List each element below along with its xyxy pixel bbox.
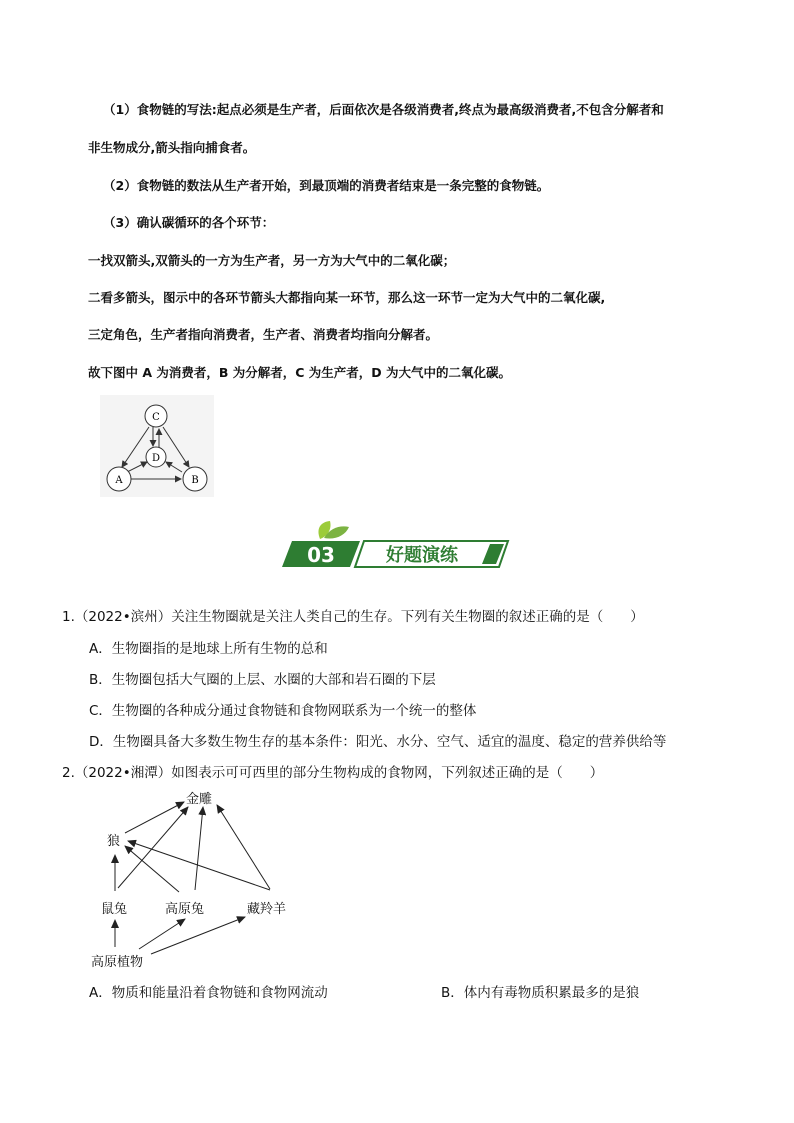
svg-text:A: A — [115, 475, 123, 486]
svg-text:D: D — [151, 453, 161, 464]
svg-text:B: B — [191, 475, 199, 486]
leaf-icon — [318, 521, 349, 539]
node-pika: 鼠兔 — [101, 902, 128, 917]
node-a — [107, 467, 131, 491]
tip-3: （3）确认碳循环的各个环节： — [103, 215, 275, 230]
q1-option-c: C．生物圈的各种成分通过食物链和食物网联系为一个统一的整体 — [89, 703, 477, 719]
node-hare: 高原兔 — [165, 902, 205, 917]
section-number: 03 — [307, 543, 335, 567]
conclusion: 故下图中 A 为消费者，B 为分解者，C 为生产者，D 为大气中的二氧化碳。 — [88, 365, 512, 380]
node-antelope: 藏羚羊 — [247, 902, 287, 917]
step-3: 三定角色，生产者指向消费者，生产者、消费者均指向分解者。 — [88, 327, 439, 342]
q1-option-a: A．生物圈指的是地球上所有生物的总和 — [89, 641, 328, 657]
node-eagle: 金雕 — [186, 792, 213, 807]
node-d — [146, 447, 166, 467]
node-c — [145, 405, 167, 427]
q1-stem: 1.（2022•滨州）关注生物圈就是关注人类自己的生存。下列有关生物圈的叙述正确的是（ ） — [62, 609, 644, 625]
q2-option-a: A．物质和能量沿着食物链和食物网流动 — [89, 985, 328, 1001]
section-banner — [280, 515, 510, 575]
tip-1: （1）食物链的写法:起点必须是生产者，后面依次是各级消费者,终点为最高级消费者,不包含分解者和 — [103, 102, 664, 117]
node-b — [183, 467, 207, 491]
q2-stem: 2.（2022•湘潭）如图表示可可西里的部分生物构成的食物网，下列叙述正确的是（ ） — [62, 765, 604, 781]
node-plant: 高原植物 — [91, 955, 144, 970]
svg-text:C: C — [152, 412, 160, 423]
step-2: 二看多箭头，图示中的各环节箭头大都指向某一环节，那么这一环节一定为大气中的二氧化碳, — [88, 290, 606, 305]
q1-option-b: B．生物圈包括大气圈的上层、水圈的大部和岩石圈的下层 — [89, 672, 436, 688]
q1-option-d: D．生物圈具备大多数生物生存的基本条件：阳光、水分、空气、适宜的温度、稳定的营养供给等 — [89, 734, 667, 750]
section-title: 好题演练 — [386, 545, 458, 566]
tip-2: （2）食物链的数法从生产者开始，到最顶端的消费者结束是一条完整的食物链。 — [103, 178, 550, 193]
tip-1-cont: 非生物成分,箭头指向捕食者。 — [88, 140, 256, 155]
carbon-cycle-diagram — [100, 395, 214, 501]
node-wolf: 狼 — [107, 834, 121, 849]
q2-option-b: B．体内有毒物质积累最多的是狼 — [441, 985, 640, 1001]
food-web-diagram — [85, 785, 315, 979]
step-1: 一找双箭头,双箭头的一方为生产者，另一方为大气中的二氧化碳； — [88, 253, 456, 268]
